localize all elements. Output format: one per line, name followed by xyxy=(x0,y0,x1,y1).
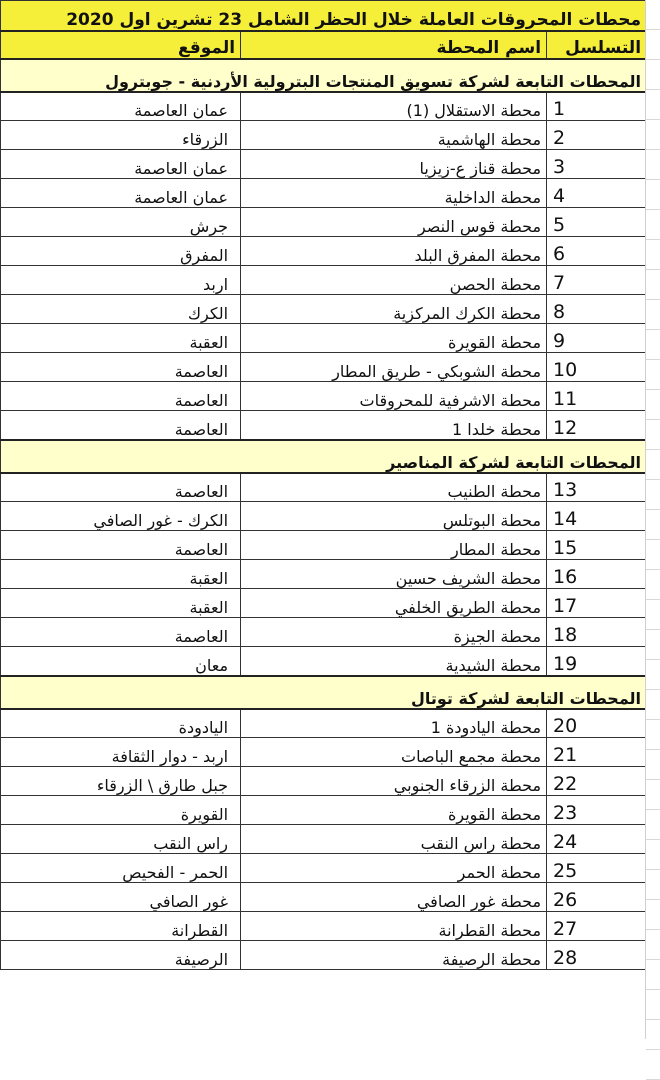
location-cell[interactable]: الحمر - الفحيص xyxy=(1,854,241,883)
serial-cell[interactable]: 22 xyxy=(547,767,647,796)
serial-cell[interactable]: 16 xyxy=(547,560,647,589)
station-name-cell[interactable]: محطة الرصيفة xyxy=(241,941,547,970)
serial-cell[interactable]: 27 xyxy=(547,912,647,941)
serial-cell[interactable]: 8 xyxy=(547,295,647,324)
table-row xyxy=(1,589,647,618)
station-name-cell[interactable]: محطة الشوبكي - طريق المطار xyxy=(241,353,547,382)
location-cell[interactable]: اربد - دوار الثقافة xyxy=(1,738,241,767)
table-row xyxy=(1,237,647,266)
table-row xyxy=(1,941,647,970)
serial-cell[interactable]: 21 xyxy=(547,738,647,767)
location-cell[interactable]: عمان العاصمة xyxy=(1,150,241,179)
station-name-cell[interactable]: محطة المطار xyxy=(241,531,547,560)
station-name-cell[interactable]: محطة مجمع الباصات xyxy=(241,738,547,767)
serial-cell[interactable]: 23 xyxy=(547,796,647,825)
table-row xyxy=(1,767,647,796)
location-cell[interactable]: المفرق xyxy=(1,237,241,266)
section-header-row xyxy=(1,440,647,473)
location-cell[interactable]: العاصمة xyxy=(1,473,241,502)
table-row xyxy=(1,92,647,121)
table-row xyxy=(1,709,647,738)
station-name-cell[interactable]: محطة قوس النصر xyxy=(241,208,547,237)
serial-cell[interactable]: 14 xyxy=(547,502,647,531)
table-row xyxy=(1,560,647,589)
serial-cell[interactable]: 17 xyxy=(547,589,647,618)
serial-cell[interactable]: 11 xyxy=(547,382,647,411)
location-cell[interactable]: اربد xyxy=(1,266,241,295)
table-row xyxy=(1,796,647,825)
adjacent-column-gridlines xyxy=(645,0,660,1039)
serial-cell[interactable]: 12 xyxy=(547,411,647,440)
table-row xyxy=(1,121,647,150)
title-row xyxy=(1,1,647,31)
location-cell[interactable]: اليادودة xyxy=(1,709,241,738)
serial-cell[interactable]: 3 xyxy=(547,150,647,179)
table-row xyxy=(1,854,647,883)
station-name-cell[interactable]: محطة الحصن xyxy=(241,266,547,295)
serial-cell[interactable]: 7 xyxy=(547,266,647,295)
section-header-row xyxy=(1,59,647,92)
serial-cell[interactable]: 28 xyxy=(547,941,647,970)
location-cell[interactable]: غور الصافي xyxy=(1,883,241,912)
section-header-row xyxy=(1,676,647,709)
location-cell[interactable]: القويرة xyxy=(1,796,241,825)
station-name-cell[interactable]: محطة راس النقب xyxy=(241,825,547,854)
table-row xyxy=(1,825,647,854)
station-name-cell[interactable]: محطة غور الصافي xyxy=(241,883,547,912)
serial-cell[interactable]: 4 xyxy=(547,179,647,208)
location-cell[interactable]: الكرك xyxy=(1,295,241,324)
serial-cell[interactable]: 24 xyxy=(547,825,647,854)
section-heading[interactable]: المحطات التابعة لشركة المناصير xyxy=(1,440,647,473)
serial-cell[interactable]: 20 xyxy=(547,709,647,738)
station-name-cell[interactable]: محطة القطرانة xyxy=(241,912,547,941)
serial-cell[interactable]: 9 xyxy=(547,324,647,353)
station-name-cell[interactable]: محطة الاشرفية للمحروقات xyxy=(241,382,547,411)
table-row xyxy=(1,883,647,912)
station-name-cell[interactable]: محطة الطنيب xyxy=(241,473,547,502)
serial-cell[interactable]: 25 xyxy=(547,854,647,883)
station-name-cell[interactable]: محطة المفرق البلد xyxy=(241,237,547,266)
station-name-cell[interactable]: محطة البوتلس xyxy=(241,502,547,531)
serial-cell[interactable]: 10 xyxy=(547,353,647,382)
location-cell[interactable]: الرصيفة xyxy=(1,941,241,970)
table-row xyxy=(1,473,647,502)
serial-cell[interactable]: 2 xyxy=(547,121,647,150)
section-heading[interactable]: المحطات التابعة لشركة تسويق المنتجات البترولية الأردنية - جوبترول xyxy=(1,59,647,92)
serial-cell[interactable]: 1 xyxy=(547,92,647,121)
table-row xyxy=(1,324,647,353)
header-station[interactable]: اسم المحطة xyxy=(241,31,547,59)
station-name-cell[interactable]: محطة الطريق الخلفي xyxy=(241,589,547,618)
table-row xyxy=(1,411,647,440)
location-cell[interactable]: العقبة xyxy=(1,560,241,589)
table-row xyxy=(1,266,647,295)
table-row xyxy=(1,738,647,767)
section-heading[interactable]: المحطات التابعة لشركة توتال xyxy=(1,676,647,709)
serial-cell[interactable]: 18 xyxy=(547,618,647,647)
station-name-cell[interactable]: محطة الهاشمية xyxy=(241,121,547,150)
serial-cell[interactable]: 19 xyxy=(547,647,647,676)
table-row xyxy=(1,208,647,237)
station-name-cell[interactable]: محطة الزرقاء الجنوبي xyxy=(241,767,547,796)
table-row xyxy=(1,618,647,647)
station-name-cell[interactable]: محطة قناز ع-زيزيا xyxy=(241,150,547,179)
serial-cell[interactable]: 6 xyxy=(547,237,647,266)
location-cell[interactable]: جبل طارق \ الزرقاء xyxy=(1,767,241,796)
station-name-cell[interactable]: محطة الكرك المركزية xyxy=(241,295,547,324)
table-title[interactable]: محطات المحروقات العاملة خلال الحظر الشامل 23 تشرين اول 2020 xyxy=(1,1,647,31)
station-name-cell[interactable]: محطة الاستقلال (1) xyxy=(241,92,547,121)
location-cell[interactable]: القطرانة xyxy=(1,912,241,941)
station-name-cell[interactable]: محطة الشريف حسين xyxy=(241,560,547,589)
table-row xyxy=(1,295,647,324)
location-cell[interactable]: العقبة xyxy=(1,324,241,353)
location-cell[interactable]: راس النقب xyxy=(1,825,241,854)
table-row xyxy=(1,353,647,382)
location-cell[interactable]: معان xyxy=(1,647,241,676)
location-cell[interactable]: العاصمة xyxy=(1,618,241,647)
location-cell[interactable]: العاصمة xyxy=(1,531,241,560)
station-name-cell[interactable]: محطة الجيزة xyxy=(241,618,547,647)
table-row xyxy=(1,150,647,179)
station-name-cell[interactable]: محطة الحمر xyxy=(241,854,547,883)
serial-cell[interactable]: 13 xyxy=(547,473,647,502)
location-cell[interactable]: عمان العاصمة xyxy=(1,92,241,121)
location-cell[interactable]: جرش xyxy=(1,208,241,237)
location-cell[interactable]: العقبة xyxy=(1,589,241,618)
station-name-cell[interactable]: محطة القويرة xyxy=(241,796,547,825)
table-row xyxy=(1,912,647,941)
station-name-cell[interactable]: محطة القويرة xyxy=(241,324,547,353)
location-cell[interactable]: الزرقاء xyxy=(1,121,241,150)
header-location[interactable]: الموقع xyxy=(1,31,241,59)
serial-cell[interactable]: 15 xyxy=(547,531,647,560)
serial-cell[interactable]: 26 xyxy=(547,883,647,912)
location-cell[interactable]: العاصمة xyxy=(1,411,241,440)
station-name-cell[interactable]: محطة الداخلية xyxy=(241,179,547,208)
header-serial[interactable]: التسلسل xyxy=(547,31,647,59)
location-cell[interactable]: الكرك - غور الصافي xyxy=(1,502,241,531)
table-row xyxy=(1,179,647,208)
station-name-cell[interactable]: محطة خلدا 1 xyxy=(241,411,547,440)
station-name-cell[interactable]: محطة اليادودة 1 xyxy=(241,709,547,738)
location-cell[interactable]: عمان العاصمة xyxy=(1,179,241,208)
table-row xyxy=(1,531,647,560)
table-row xyxy=(1,502,647,531)
serial-cell[interactable]: 5 xyxy=(547,208,647,237)
location-cell[interactable]: العاصمة xyxy=(1,353,241,382)
header-row xyxy=(1,31,647,59)
table-row xyxy=(1,382,647,411)
location-cell[interactable]: العاصمة xyxy=(1,382,241,411)
table-row xyxy=(1,647,647,676)
station-name-cell[interactable]: محطة الشيدية xyxy=(241,647,547,676)
